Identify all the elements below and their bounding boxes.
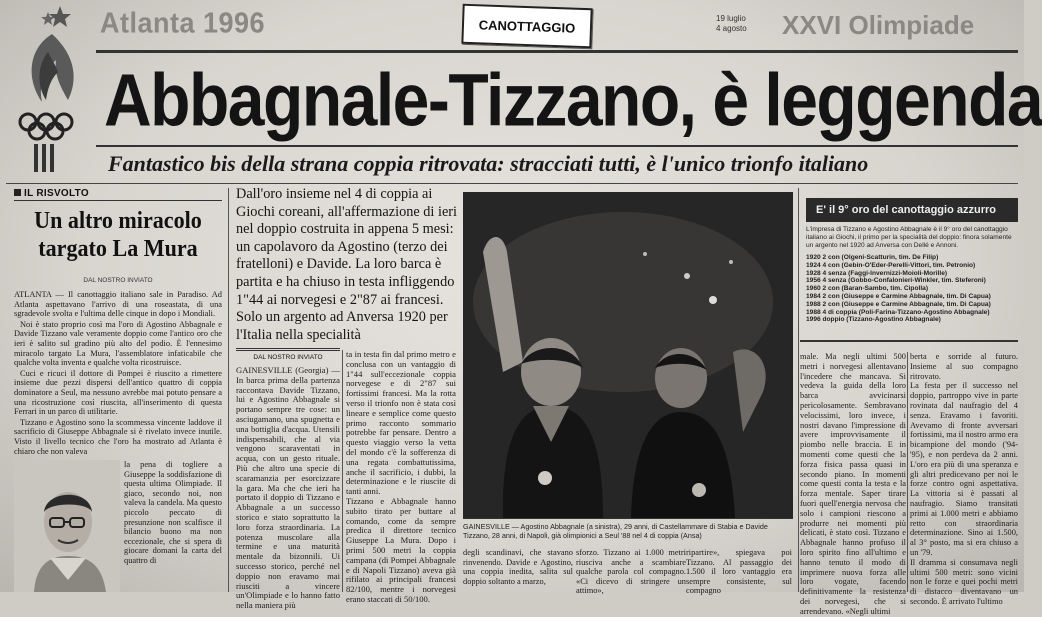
column-text: sforzo. Tizzano ai 1.000 metri riusciva anche a scambiare qualche parola col compagno. «Ci dicevo di stringere un attimo», [576,548,686,596]
divider [800,340,1018,342]
list-item: 1984 2 con (Giuseppe e Carmine Abbagnale, tim. Di Capua) [806,292,991,300]
kicker-atlanta-1996: Atlanta 1996 [100,7,266,39]
right-column-1 [800,352,906,617]
column-text: male. Ma negli ultimi 500 metri i norvegesi allentavano l'incedere che mancava. Si vedeva la guida della loro barca avvicinarsi pericolosamente. Sembravano velocissimi, loro invece, i nostri davano l'impressione di avere improvvisamente il piombo nelle braccia. E in momenti come questi che la forza fisica passa quasi in secondo piano. In momenti come questi conta la testa e la forza mentale. Saper tirare fuori quell'energia nervosa che solo i campioni riescono a produrre nei momenti più delicati, è stato così. Tizzano e Abbagnale hanno profuso il loro spirito fino all'ultimo e hanno tenuto il modo di imprimere nuova forza alle loro vogate, facendo definitivamente la resistenza dei norvegesi, che si arrendevano. «Negli ultimi [800,352,906,616]
side-article [14,188,222,592]
main-headline: Abbagnale-Tizzano, è leggenda [104,58,1042,142]
list-item: 1988 2 con (Giuseppe e Carmine Abbagnale, tim. Di Capua) [806,300,991,308]
byline: DAL NOSTRO INVIATO [83,277,153,284]
paragraph: Cuci e ricuci il dottore di Pompei è riuscito a rimettere insieme due pezzi dispersi dell'antico quattro di coppia dominatore a Seul, ma nessuno avrebbe mai potuto pensare a una ricostruzione così riuscita, all'inserimento di questa Ferrari in un parco di utilitarie. [14,368,222,417]
side-article-continued: la pena di togliere a Giuseppe la soddisfazione di questa ultima Olimpiade. Il giaco, secondo noi, non valeva la candela. Ma questo piccolo peccato di presunzione non scalfisce il bilancio buono ma non eccezionale, che si spera di giocare domani la carta del quattro di [124,460,222,565]
main-article-column-1 [236,366,340,611]
paragraph: Noi è stato proprio così ma l'oro di Agostino Abbagnale e Davide Tizzano vale veramente doppio come l'antico oro che ieri è salito sul gradino più alto del podio. È l'ennesimo miracolo targato La Mura, l'assemblatore infaticabile che qualche volta inventa e qualche volta ricostruisce. [14,319,222,368]
sidebar-box-intro: L'impresa di Tizzano e Agostino Abbagnale è il 9° oro del canottaggio italiano ai Giochi, il primo per la specialità del doppio: finora solamente un argento nel 1920 ad Anversa con Dellé e Annoni. [806,226,1012,249]
section-label [14,188,222,201]
section-label-text: IL RISVOLTO [24,188,89,199]
list-item: 1960 2 con (Baran-Sambo, tim. Cipolla) [806,285,929,293]
kicker-dates [716,14,776,34]
atlanta-olympic-torch-logo [8,4,88,174]
column-divider [228,188,229,592]
section-tag-canottaggio: CANOTTAGGIO [461,4,592,49]
list-item: 1924 4 con (Gebin-O'Eder-Perelli-Vittori, tim. Petronio) [806,261,976,269]
main-article-column-2 [346,350,456,605]
list-item: 1956 4 senza (Gobbo-Confalonieri-Winkler, tim. Steferoni) [806,277,986,285]
column-divider [907,352,908,592]
photo-caption: GAINESVILLE — Agostino Abbagnale (a sinistra), 29 anni, di Castellammare di Stabia e Davide Tizzano, 28 anni, di Napoli, già olimpionici a Seul '88 nel 4 di coppia (Ansa) [463,518,793,540]
kicker-olimpiade: XXVI Olimpiade [782,10,975,40]
sidebar-box-title: E' il 9° oro del canottaggio azzurro [806,198,1018,222]
column-text: berta e sorride al futuro. Insieme al suo compagno ritrovato. La festa per il successo nel doppio, partroppo vive in parte rovinata dal naufragio del 4 senza. Eravamo i favoriti. Avevamo di fronte avversari fortissimi, ma il nostro armo era bicampione del mondo ('94-'95), e non perdeva da 2 anni. L'oro era più di una speranza e gli altri predicevano per noi le forze contro ogni aspettativa. La vittoria si è passati al naufragio. Siamo transitati primi ai 1.000 metri e abbiamo retto con straordinaria determinazione. Sino ai 1.500, al 3° posto, ma si era chiuso a un '79. Il dramma si consumava negli ultimi 500 metri: sono vicini non le forze e quei pochi metri di distacco diventavano un secondo. È arrivato l'ultimo [910,352,1018,606]
divider [96,145,1018,147]
divider [96,50,1018,53]
list-item: 1920 2 con (Olgeni-Scatturin, tim. De Filip) [806,254,939,261]
column-divider [798,188,799,592]
sidebar-box-body [806,226,1018,324]
right-column-2 [910,352,1018,607]
date-end: 4 agosto [716,24,747,33]
rowers-celebration-photo [463,192,793,518]
list-item: 1928 4 senza (Faggi-Invernizzi-Moioli-Morille) [806,269,948,277]
bottom-column-3 [686,548,792,596]
column-text: GAINESVILLE (Georgia) — In barca prima della partenza raccontava Davide Tizzano, lui e Agostino Abbagnale si portano sempre tre cose: un asciugamano, una spugnetta e una bottiglia d'acqua. Utensili indispensabili, che al via vengono scaraventati in acqua, con un gesto rituale. Più che altro una specie di scaramanzia per esorcizzare la gara. Ma che che ieri ha portato il doppio di Tizzano e Abbagnale a un successo storico e stato soprattutto la loro forza straordinaria. La potenza muscolare alla termine e una maturità mentale da bizonnili. Ui successo storico, perché nel doppio non eravamo mai riusciti a vincere un'Olimpiade e lo hanno fatto nella maniera più [236,365,340,611]
column-text: degli scandinavi, che stavano rinvenendo. Davide e Agostino, una coppia inedita, salita sul doppio soltanto a marzo, [463,548,573,586]
square-bullet-icon [14,189,21,196]
bottom-column-2 [576,548,686,596]
gold-medal-list [806,254,1018,324]
paragraph: ATLANTA — Il canottaggio italiano sale in Paradiso. Ad Atlanta aspettavano l'arrivo di una roseastata, di una sgradevole svolta e l'ultima delle cinque in dopo i Mondiali. [14,290,222,319]
byline: DAL NOSTRO INVIATO [236,348,340,361]
date-start: 19 luglio [716,14,746,23]
portrait-photo-la-mura [14,460,120,592]
lead-paragraph: Dall'oro insieme nel 4 di coppia ai Giochi coreani, all'affermazione di ieri nel doppio costruita in appena 5 mesi: un capolavoro da Agostino (terzo dei fratelloni) e Davide. La loro barca è partita e ha chiuso in testa infliggendo 1"44 ai norvegesi e 2"87 ai francesi. Solo un argento ad Anversa 1920 per l'Italia nella specialità [236,186,458,343]
list-item: 1988 4 di coppia (Poli-Farina-Tizzano-Agostino Abbagnale) [806,308,990,316]
column-divider [342,350,343,592]
column-text: ta in testa fin dal primo metro e conclusa con un vantaggio di 1"44 sull'eccezionale coppia norvegese e di 2"87 sui fortissimi francesi. Ma la rotta verso il trionfo non è stata così lineare e semplice come questo primo racconto sommario potrebbe far pensare. Dentro a questo viaggio verso la vetta del mondo c'è la sofferenza di una regata combattutissima, anche il sacrificio, i dubbi, la determinazione e le riuscite di tanti anni. Tizzano e Abbagnale hanno subito tirato per buttare al comando, come da sempre predica il direttore tecnico Giuseppe La Mura. Dopo i primi 500 metri la coppia campana (di Pompei Abbagnale e di Napoli Tizzano) aveva già rifilato ai principali francesi 82/100, mentre i norvegesi erano staccati di 50/100. [346,349,456,604]
side-article-title: Un altro miracolo targato La Mura [34,208,202,262]
column-text: ripartire», spiegava poi Tizzano. Al passaggio dei 1.500 il loro vantaggio era sempre consistente, sul compagno [686,548,792,596]
divider [6,183,1018,184]
list-item: 1996 doppio (Tizzano-Agostino Abbagnale) [806,316,941,324]
side-article-body [14,290,222,456]
bottom-column-1 [463,548,573,586]
paragraph: Tizzano e Agostino sono la scommessa vincente laddove il sacrificio di Giuseppe Abbagnale si è rivelato invece inutile. Visto il livello tecnico che l'oro ha mostrato ad Atlanta è chiaro che non valeva [14,417,222,456]
subheadline: Fantastico bis della strana coppia ritrovata: stracciati tutti, è l'unico trionfo italiano [108,151,869,176]
